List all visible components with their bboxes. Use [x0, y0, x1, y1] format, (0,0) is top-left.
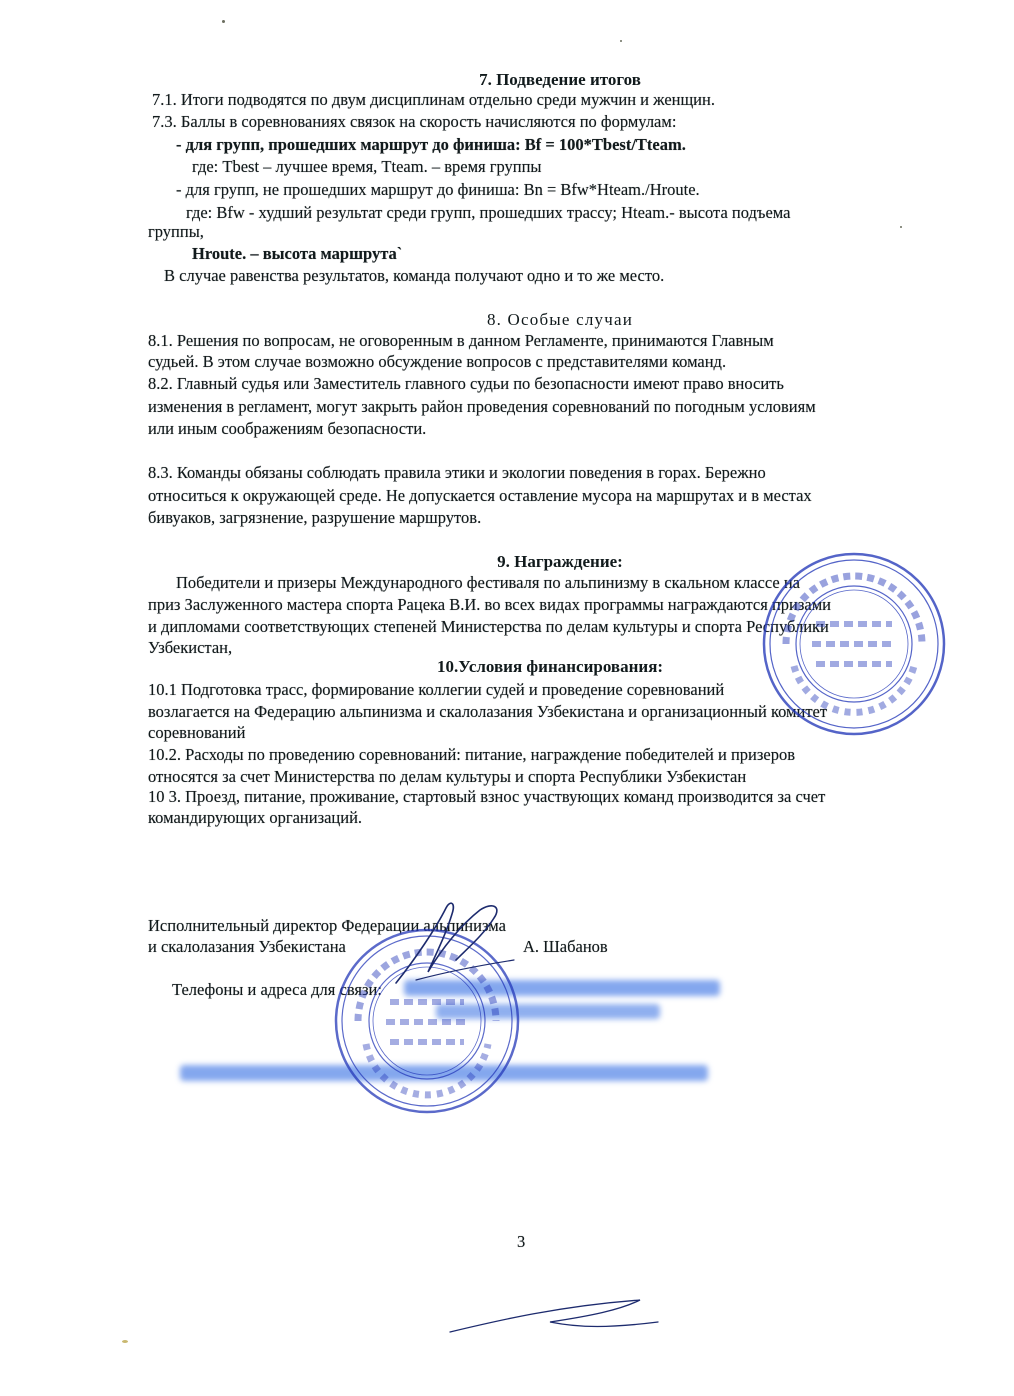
- s10-line-7: командирующих организаций.: [148, 808, 363, 827]
- scan-speck: [900, 226, 902, 228]
- s7-line-2: 7.3. Баллы в соревнованиях связок на скорость начисляются по формулам:: [152, 112, 677, 131]
- scan-speck: [122, 1340, 128, 1343]
- s7-line-5: - для групп, не прошедших маршрут до финиша: Bn = Bfw*Hteam./Hroute.: [176, 180, 700, 199]
- handwritten-signature: [376, 888, 526, 998]
- s10-line-3: соревнований: [148, 723, 246, 742]
- federation-seal-stamp: [758, 548, 950, 740]
- section-9-title: 9. Награждение:: [497, 552, 623, 571]
- s10-line-2: возлагается на Федерацию альпинизма и скалолазания Узбекистана и организационный комитет: [148, 702, 828, 721]
- s7-line-4: где: Tbest – лучшее время, Tteam. – время группы: [192, 157, 542, 176]
- section-7-title: 7. Подведение итогов: [479, 70, 641, 89]
- page-number: 3: [517, 1232, 526, 1251]
- s9-line-4: Узбекистан,: [148, 638, 233, 657]
- s8-line-5: или иным соображениям безопасности.: [148, 419, 427, 438]
- section-8-title: 8. Особые случаи: [486, 310, 634, 329]
- s8-line-7: относиться к окружающей среде. Не допускается оставление мусора на маршрутах и в местах: [148, 486, 812, 505]
- s8-line-8: бивуаков, загрязнение, разрушение маршрутов.: [148, 508, 482, 527]
- contacts-label: Телефоны и адреса для связи:: [172, 980, 382, 999]
- s7-line-3: - для групп, прошедших маршрут до финиша: Bf = 100*Tbest/Tteam.: [176, 135, 686, 154]
- signatory-title-line-1: Исполнительный директор Федерации альпинизма: [148, 916, 506, 935]
- s8-line-6: 8.3. Команды обязаны соблюдать правила этики и экологии поведения в горах. Бережно: [148, 463, 766, 482]
- s10-line-6: 10 3. Проезд, питание, проживание, стартовый взнос участвующих команд производится за счет: [148, 787, 826, 806]
- s8-line-3: 8.2. Главный судья или Заместитель главного судьи по безопасности имеют право вносить: [148, 374, 784, 393]
- s9-line-2: приз Заслуженного мастера спорта Рацека В.И. во всех видах программы награждаются призами: [148, 595, 831, 614]
- s8-line-4: изменения в регламент, могут закрыть район проведения соревнований по погодным условиям: [148, 397, 816, 416]
- section-10-title: 10.Условия финансирования:: [436, 657, 664, 676]
- s8-line-1: 8.1. Решения по вопросам, не оговоренным в данном Регламенте, принимаются Главным: [148, 331, 774, 350]
- signatory-title-line-2: и скалолазания Узбекистана: [148, 937, 346, 956]
- s10-line-4: 10.2. Расходы по проведению соревнований: питание, награждение победителей и призеров: [148, 745, 795, 764]
- signatory-name: А. Шабанов: [523, 937, 608, 956]
- s8-line-2: судьей. В этом случае возможно обсуждение вопросов с представителями команд.: [148, 352, 727, 371]
- s7-line-6: где: Bfw - худший результат среди групп, прошедших трассу; Hteam.- высота подъема: [186, 203, 791, 222]
- s10-line-5: относятся за счет Министерства по делам культуры и спорта Республики Узбекистан: [148, 767, 747, 786]
- s7-line-9: В случае равенства результатов, команда получают одно и то же место.: [164, 266, 665, 285]
- scan-speck: [620, 40, 622, 42]
- s7-line-8: Hroute. – высота маршрута`: [192, 244, 403, 263]
- s9-line-1: Победители и призеры Международного фестиваля по альпинизму в скальном классе на: [176, 573, 800, 592]
- s9-line-3: и дипломами соответствующих степеней Министерства по делам культуры и спорта Республики: [148, 617, 829, 636]
- s7-line-1: 7.1. Итоги подводятся по двум дисциплинам отдельно среди мужчин и женщин.: [152, 90, 715, 109]
- s7-line-7: группы,: [148, 222, 204, 241]
- bottom-initials-mark: [440, 1292, 670, 1352]
- s10-line-1: 10.1 Подготовка трасс, формирование коллегии судей и проведение соревнований: [148, 680, 725, 699]
- scan-speck: [222, 20, 225, 23]
